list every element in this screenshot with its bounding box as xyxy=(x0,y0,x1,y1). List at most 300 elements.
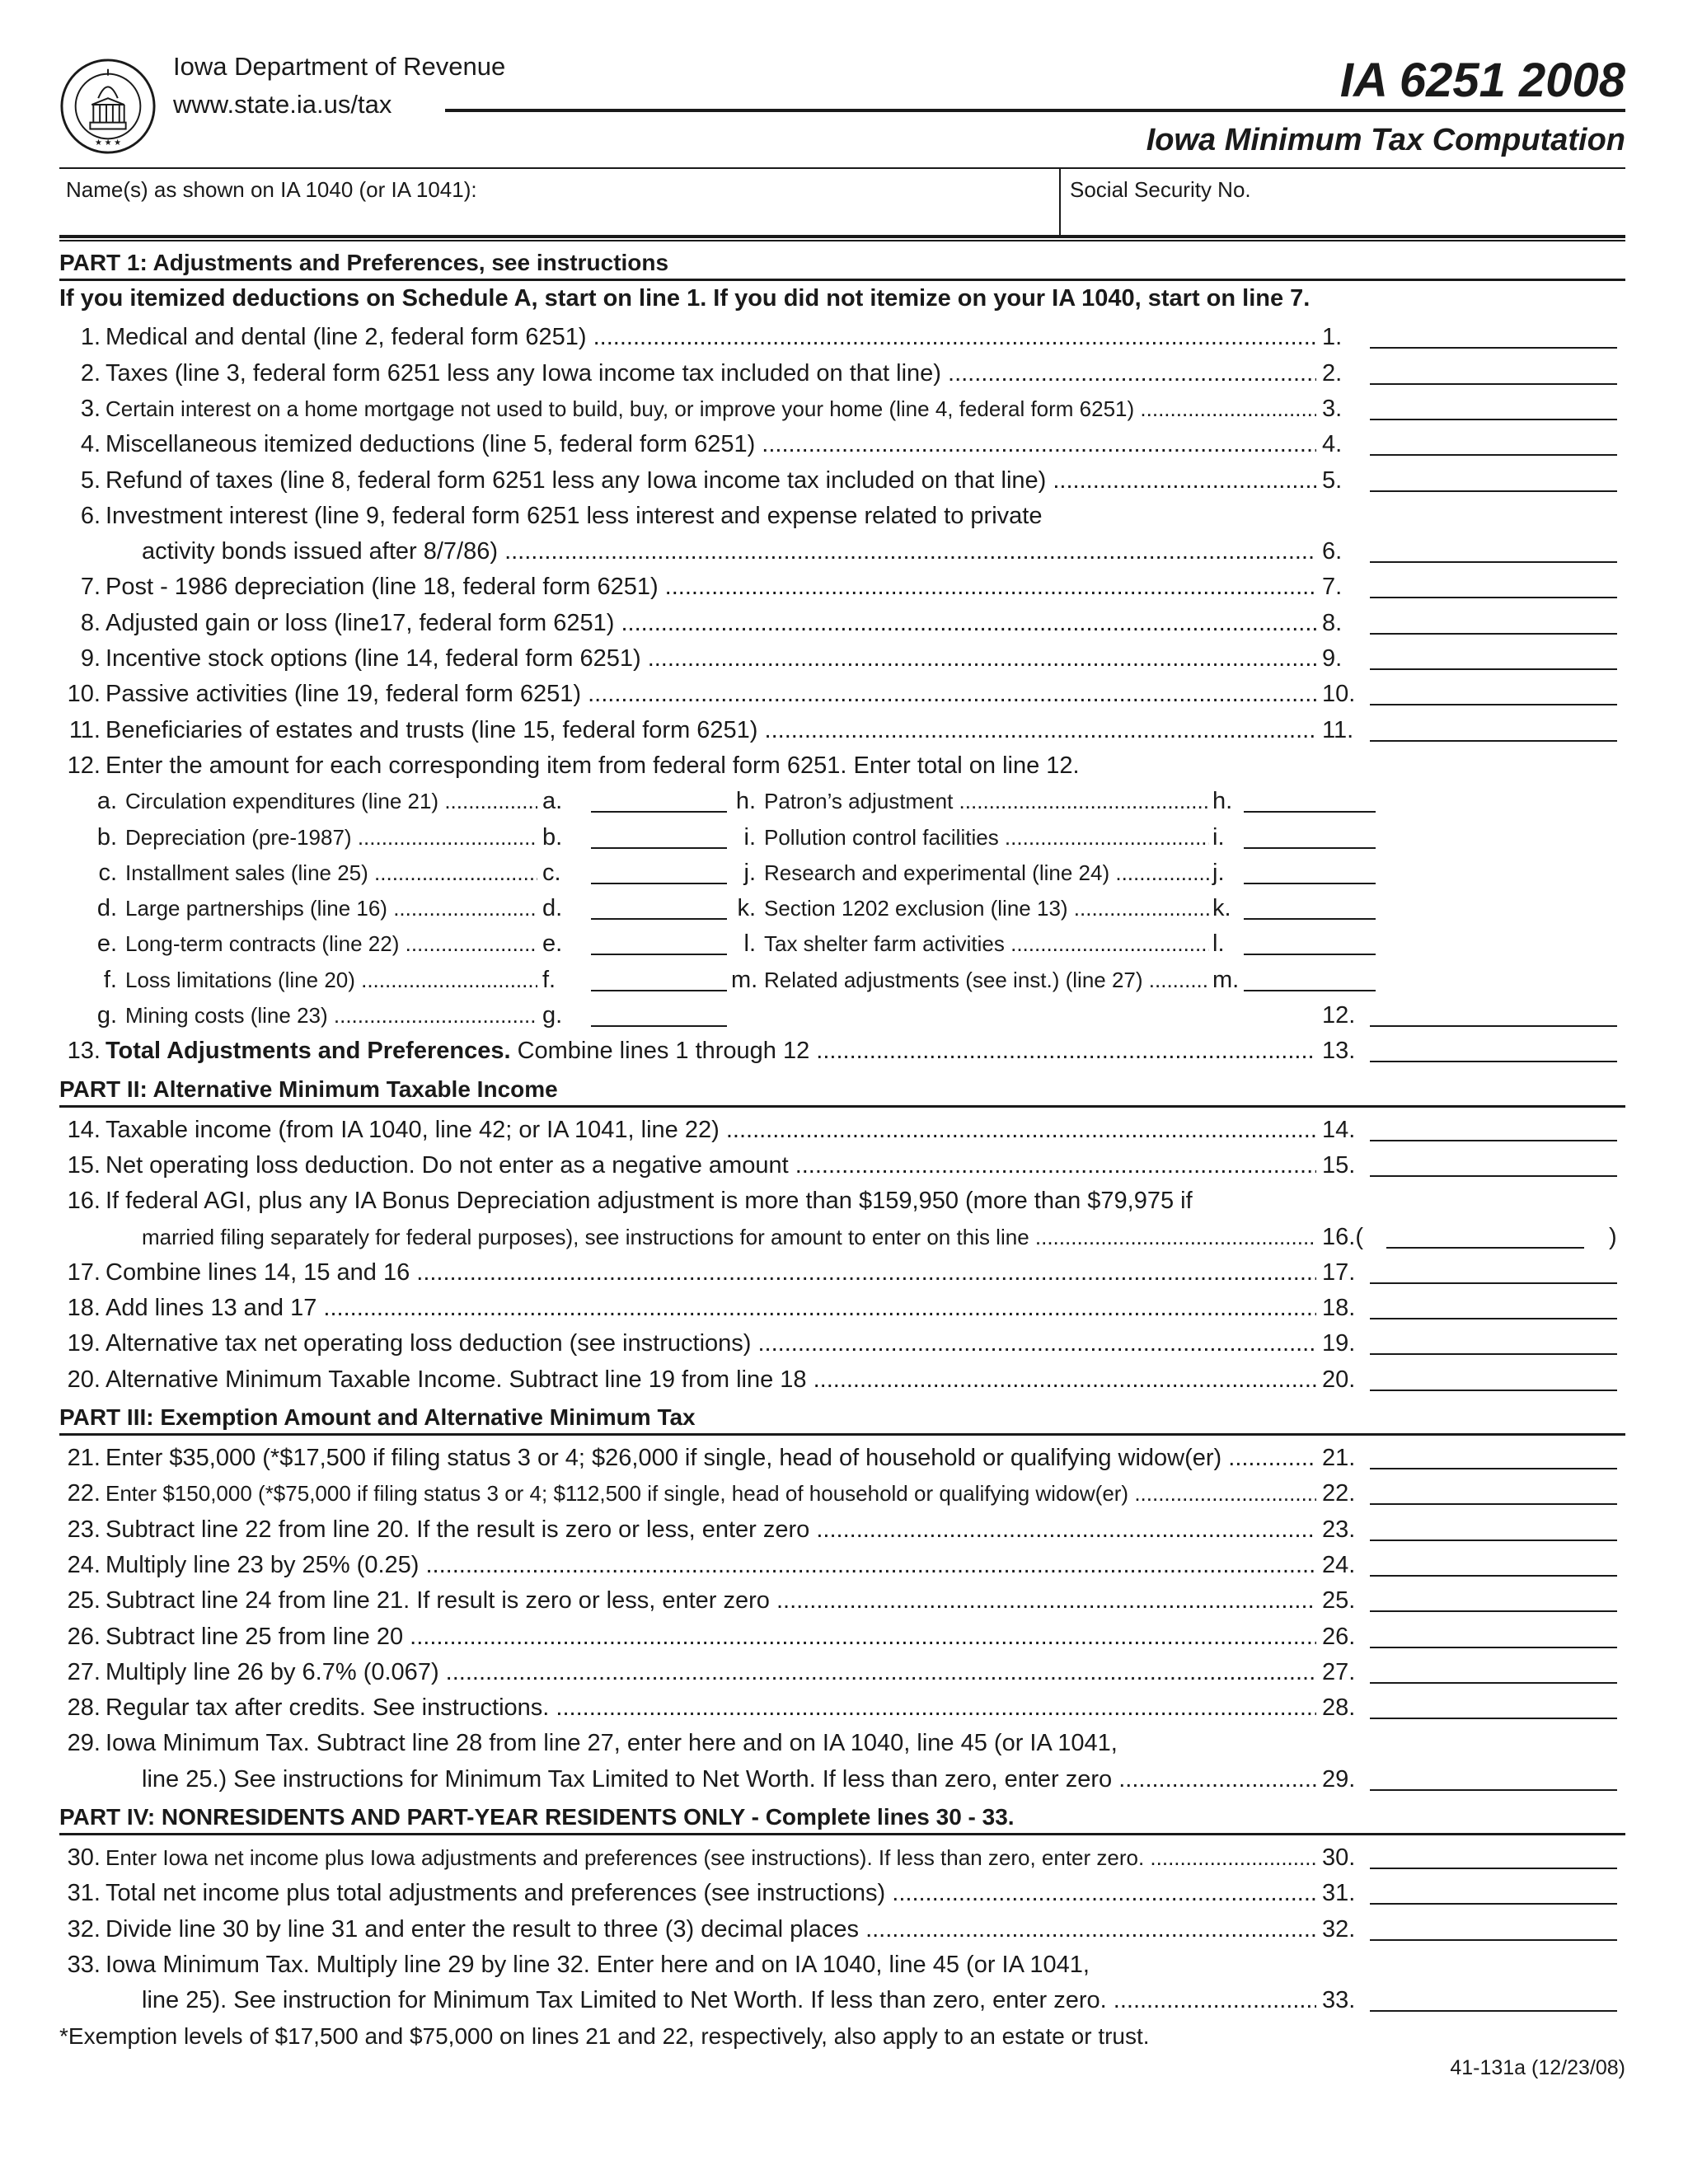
form-header xyxy=(59,49,1625,169)
line-label: 13. xyxy=(1322,1038,1356,1065)
line-text xyxy=(142,533,1316,569)
item-text xyxy=(764,819,1213,855)
line12-item-right xyxy=(731,819,1390,855)
line-text xyxy=(106,1840,1316,1876)
item-label: b. xyxy=(537,819,575,855)
form-page xyxy=(59,49,1625,2079)
amount-field[interactable] xyxy=(1370,668,1617,670)
amount-field[interactable] xyxy=(1244,954,1376,955)
line-label: 14. xyxy=(1322,1116,1356,1143)
line12-item-left xyxy=(92,890,727,926)
name-field[interactable]: Name(s) as shown on IA 1040 (or IA 1041): xyxy=(66,177,477,202)
amount-field[interactable] xyxy=(1244,918,1376,920)
line-number: 4. xyxy=(80,431,101,458)
line-label: 8. xyxy=(1322,609,1343,636)
part1-instruction: If you itemized deductions on Schedule A, start on line 1. If you did not itemize on your IA 1040, start on line 7. xyxy=(59,285,1311,312)
line-text-content: Subtract line 22 from line 20. If the result is zero or less, enter zero xyxy=(106,1516,810,1543)
line-text xyxy=(106,1619,1316,1655)
line-label: 4. xyxy=(1322,431,1343,458)
amount-field[interactable] xyxy=(1370,1540,1617,1541)
item-letter: l. xyxy=(743,930,756,958)
item-label: j. xyxy=(1209,855,1237,891)
amount-field[interactable] xyxy=(1370,1140,1617,1141)
item-label: m. xyxy=(1209,962,1237,998)
amount-field[interactable] xyxy=(1370,1468,1617,1469)
amount-field[interactable] xyxy=(1244,990,1376,991)
line-text xyxy=(106,1911,1316,1947)
line-text-content: Subtract line 25 from line 20 xyxy=(106,1623,404,1650)
line-text-content: line 25). See instruction for Minimum Tax Limited to Net Worth. If less than zero, enter zero. xyxy=(142,1987,1107,2014)
part1-line xyxy=(59,533,1625,569)
line-text xyxy=(106,1183,1625,1219)
line-label: 21. xyxy=(1322,1445,1356,1471)
line12-item-left xyxy=(92,962,727,998)
amount-field[interactable] xyxy=(1370,1682,1617,1684)
line-text xyxy=(106,1875,1316,1911)
line12-item-right xyxy=(731,926,1390,962)
item-text-content: Loss limitations (line 20) xyxy=(125,967,355,992)
part3-line xyxy=(59,1654,1625,1690)
line-number: 12. xyxy=(67,752,101,779)
amount-field[interactable] xyxy=(1244,811,1376,813)
item-letter: b. xyxy=(96,823,117,851)
line-number: 14. xyxy=(67,1116,101,1143)
item-letter: i. xyxy=(743,823,756,851)
amount-field[interactable] xyxy=(1370,1061,1617,1062)
line-label: 1. xyxy=(1322,324,1343,351)
item-letter: j. xyxy=(743,859,756,886)
amount-field[interactable] xyxy=(1370,597,1617,598)
line-text-content: Enter $35,000 (*$17,500 if filing status 3 or 4; $26,000 if single, head of household or qualifying widow(er) xyxy=(106,1445,1222,1471)
line-label: 17. xyxy=(1322,1258,1356,1286)
paren-close: ) xyxy=(1609,1223,1617,1250)
line-text-content: Divide line 30 by line 31 and enter the result to three (3) decimal places xyxy=(106,1915,860,1943)
line-text-content: Multiply line 23 by 25% (0.25) xyxy=(106,1551,420,1578)
line-text-content: Add lines 13 and 17 xyxy=(106,1295,317,1322)
amount-field[interactable] xyxy=(1370,1175,1617,1177)
line-text xyxy=(106,391,1316,427)
part2-line xyxy=(59,1290,1625,1326)
line12-item-right xyxy=(731,890,1390,926)
item-text-content: Large partnerships (line 16) xyxy=(125,896,387,921)
item-label: a. xyxy=(537,783,575,819)
line-number: 27. xyxy=(67,1658,101,1685)
line-label: 9. xyxy=(1322,645,1343,672)
item-letter: d. xyxy=(96,895,117,922)
line-number: 28. xyxy=(67,1694,101,1722)
taxpayer-info-box xyxy=(59,167,1625,238)
line12-total xyxy=(59,997,1625,1033)
line-label: 3. xyxy=(1322,395,1343,422)
line12-item-right xyxy=(731,962,1390,998)
amount-field[interactable] xyxy=(1370,454,1617,456)
part2-line xyxy=(59,1147,1625,1183)
line-text xyxy=(106,1254,1316,1291)
amount-field[interactable] xyxy=(1370,561,1617,563)
part1-line xyxy=(59,676,1625,712)
item-text-content: Research and experimental (line 24) xyxy=(764,860,1110,885)
item-label: i. xyxy=(1209,819,1237,855)
item-letter: f. xyxy=(103,966,117,993)
part3-line xyxy=(59,1725,1625,1761)
amount-field[interactable] xyxy=(1370,490,1617,492)
line-text xyxy=(106,1033,1316,1069)
item-text xyxy=(764,855,1213,891)
item-label: f. xyxy=(537,962,575,998)
amount-field[interactable] xyxy=(1370,1718,1617,1719)
part3-heading: PART III: Exemption Amount and Alternative Minimum Tax xyxy=(59,1402,1625,1436)
line-number: 25. xyxy=(67,1587,101,1615)
line-text-content: Adjusted gain or loss (line17, federal form 6251) xyxy=(106,609,615,636)
amount-field[interactable] xyxy=(1370,419,1617,420)
amount-field[interactable] xyxy=(591,811,727,813)
part1-heading: PART 1: Adjustments and Preferences, see instructions xyxy=(59,247,1625,281)
line-text xyxy=(106,498,1625,534)
amount-field[interactable] xyxy=(1370,1939,1617,1941)
item-text xyxy=(764,783,1213,819)
line-label: 12. xyxy=(1322,1002,1356,1029)
item-letter: g. xyxy=(96,1002,117,1029)
line-number: 8. xyxy=(80,609,101,636)
line-text xyxy=(106,462,1316,499)
part3-line xyxy=(59,1761,1625,1797)
line-number: 3. xyxy=(80,395,101,422)
line-text xyxy=(106,1361,1316,1398)
item-label: c. xyxy=(537,855,575,891)
department-name: Iowa Department of Revenue xyxy=(173,52,506,81)
line-text-content: line 25.) See instructions for Minimum Tax Limited to Net Worth. If less than zero, enter zero xyxy=(142,1765,1113,1793)
line-label: 26. xyxy=(1322,1623,1356,1650)
line12-item-left xyxy=(92,783,727,819)
item-letter: m. xyxy=(731,966,758,993)
line-label: 30. xyxy=(1322,1844,1356,1871)
item-text xyxy=(125,855,574,891)
exemption-footnote: *Exemption levels of $17,500 and $75,000 on lines 21 and 22, respectively, also apply to an estate or trust. xyxy=(59,2022,1150,2049)
item-label: l. xyxy=(1209,926,1237,962)
line-text-content: Regular tax after credits. See instructions. xyxy=(106,1694,550,1722)
line-text xyxy=(106,1290,1316,1326)
line-number: 6. xyxy=(80,502,101,529)
line-label: 20. xyxy=(1322,1366,1356,1393)
line-number: 31. xyxy=(67,1880,101,1907)
line-number: 33. xyxy=(67,1951,101,1978)
ssn-field[interactable]: Social Security No. xyxy=(1070,177,1251,202)
part1-line xyxy=(59,498,1625,534)
item-text xyxy=(764,926,1213,962)
line-text-content: Medical and dental (line 2, federal form 6251) xyxy=(106,324,587,351)
line-text-content: married filing separately for federal purposes), see instructions for amount to enter on this line xyxy=(142,1224,1029,1249)
amount-field[interactable] xyxy=(1370,1390,1617,1391)
item-text xyxy=(125,926,574,962)
line-text-content: Taxes (line 3, federal form 6251 less any Iowa income tax included on that line) xyxy=(106,359,941,387)
line-text-content: Multiply line 26 by 6.7% (0.067) xyxy=(106,1658,439,1685)
line-label: 2. xyxy=(1322,359,1343,387)
amount-field[interactable] xyxy=(1244,883,1376,884)
amount-field[interactable] xyxy=(591,847,727,849)
line-text xyxy=(142,1982,1316,2018)
line-text-content: Iowa Minimum Tax. Multiply line 29 by line 32. Enter here and on IA 1040, line 45 (or IA 1041, xyxy=(106,1951,1090,1978)
line-text xyxy=(106,1725,1625,1761)
line-label: 5. xyxy=(1322,466,1343,494)
state-seal-icon xyxy=(59,58,157,155)
line-text xyxy=(106,676,1316,712)
amount-field[interactable] xyxy=(1370,1282,1617,1284)
line-number: 5. xyxy=(80,466,101,494)
part2-heading: PART II: Alternative Minimum Taxable Income xyxy=(59,1074,1625,1108)
line-text xyxy=(106,1475,1316,1511)
amount-field[interactable] xyxy=(1370,1903,1617,1905)
line12-item-left xyxy=(92,819,727,855)
line-number: 30. xyxy=(67,1844,101,1871)
line-text xyxy=(106,748,1625,784)
part1-line xyxy=(59,426,1625,462)
line-number: 16. xyxy=(67,1188,101,1215)
amount-field[interactable] xyxy=(1370,2010,1617,2012)
line-text-content: Alternative Minimum Taxable Income. Subtract line 19 from line 18 xyxy=(106,1366,807,1393)
amount-field[interactable] xyxy=(1370,740,1617,742)
item-label: d. xyxy=(537,890,575,926)
line-number: 13. xyxy=(67,1038,101,1065)
part1-line13 xyxy=(59,1033,1625,1069)
amount-field[interactable] xyxy=(1370,1789,1617,1791)
form-code: 41-131a (12/23/08) xyxy=(1450,2055,1625,2079)
line-number: 32. xyxy=(67,1915,101,1943)
line12-item-right xyxy=(731,783,1390,819)
line-text-content: Investment interest (line 9, federal form 6251 less interest and expense related to private xyxy=(106,502,1043,529)
amount-field[interactable] xyxy=(1370,1025,1617,1027)
item-text xyxy=(125,890,574,926)
amount-field[interactable] xyxy=(1370,1868,1617,1869)
line-text-content: Miscellaneous itemized deductions (line 5, federal form 6251) xyxy=(106,431,756,458)
line12-item-right xyxy=(731,855,1390,891)
line-text-content: Taxable income (from IA 1040, line 42; or IA 1041, line 22) xyxy=(106,1116,720,1143)
line-number: 24. xyxy=(67,1551,101,1578)
part3-line xyxy=(59,1511,1625,1548)
part2-line xyxy=(59,1254,1625,1291)
line-text xyxy=(106,1654,1316,1690)
line-number: 22. xyxy=(67,1480,101,1507)
item-letter: k. xyxy=(737,895,756,922)
item-text-content: Tax shelter farm activities xyxy=(764,931,1005,957)
part4-heading: PART IV: NONRESIDENTS AND PART-YEAR RESIDENTS ONLY - Complete lines 30 - 33. xyxy=(59,1802,1625,1835)
line-text xyxy=(106,605,1316,641)
line-label: 16.( xyxy=(1322,1223,1363,1250)
part3-line xyxy=(59,1690,1625,1726)
line-text-content: Certain interest on a home mortgage not used to build, buy, or improve your home (line 4, federal form 6251) xyxy=(106,396,1135,421)
line12-item-left xyxy=(92,855,727,891)
line-number: 21. xyxy=(67,1445,101,1471)
amount-field[interactable] xyxy=(1370,633,1617,635)
part4-line xyxy=(59,1875,1625,1911)
amount-field[interactable] xyxy=(1370,704,1617,705)
line-number: 1. xyxy=(80,324,101,351)
line-text xyxy=(106,1582,1316,1619)
line-text xyxy=(106,712,1316,748)
line-text-content: activity bonds issued after 8/7/86) xyxy=(142,538,499,565)
part4-line xyxy=(59,1840,1625,1876)
line-text-content: Enter $150,000 (*$75,000 if filing status 3 or 4; $112,500 if single, head of household or qualifying widow(er) xyxy=(106,1481,1129,1507)
line-label: 22. xyxy=(1322,1480,1356,1507)
line-text-content: Iowa Minimum Tax. Subtract line 28 from line 27, enter here and on IA 1040, line 45 (or IA 1041, xyxy=(106,1730,1118,1757)
amount-field[interactable] xyxy=(1370,1503,1617,1505)
item-label: h. xyxy=(1209,783,1237,819)
item-letter: a. xyxy=(96,788,117,815)
line-number: 20. xyxy=(67,1366,101,1393)
item-label: g. xyxy=(537,997,575,1033)
line-number: 18. xyxy=(67,1295,101,1322)
line-text xyxy=(106,319,1316,355)
line-text-content: Enter Iowa net income plus Iowa adjustments and preferences (see instructions). If less than zero, enter zero. xyxy=(106,1845,1145,1870)
line-text xyxy=(106,1440,1316,1476)
amount-field[interactable] xyxy=(1370,1318,1617,1319)
line-text-content: Post - 1986 depreciation (line 18, federal form 6251) xyxy=(106,574,659,601)
line-number: 15. xyxy=(67,1151,101,1179)
amount-field[interactable] xyxy=(591,954,727,955)
line-text-content: Enter the amount for each corresponding item from federal form 6251. Enter total on line 12. xyxy=(106,752,1080,779)
line-text xyxy=(106,1547,1316,1583)
line-number: 7. xyxy=(80,574,101,601)
form-number: IA 6251 2008 xyxy=(1339,54,1625,107)
part4-line xyxy=(59,1947,1625,1983)
line-text-content: Combine lines 14, 15 and 16 xyxy=(106,1258,410,1286)
amount-field[interactable] xyxy=(1370,383,1617,385)
part2-line xyxy=(59,1183,1625,1219)
amount-field[interactable] xyxy=(1386,1247,1584,1249)
line-text xyxy=(106,1112,1316,1148)
line-text xyxy=(106,1511,1316,1548)
line-text xyxy=(106,569,1316,605)
line-text-content: Total Adjustments and Preferences. Combine lines 1 through 12 xyxy=(106,1038,810,1065)
line-label: 15. xyxy=(1322,1151,1356,1179)
item-text-content: Mining costs (line 23) xyxy=(125,1003,328,1028)
part1-line xyxy=(59,748,1625,784)
part4-line xyxy=(59,1982,1625,2018)
item-text-content: Patron’s adjustment xyxy=(764,789,954,814)
part2-line xyxy=(59,1361,1625,1398)
line-number: 9. xyxy=(80,645,101,672)
item-text-content: Circulation expenditures (line 21) xyxy=(125,789,439,814)
line-label: 7. xyxy=(1322,574,1343,601)
part4-line xyxy=(59,1911,1625,1947)
line-text-bold: Total Adjustments and Preferences. xyxy=(106,1038,511,1065)
part3-line xyxy=(59,1619,1625,1655)
line-label: 25. xyxy=(1322,1587,1356,1615)
line-text-content: Alternative tax net operating loss deduction (see instructions) xyxy=(106,1330,752,1357)
line-text xyxy=(106,1325,1316,1361)
line-text-content: Total net income plus total adjustments and preferences (see instructions) xyxy=(106,1880,886,1907)
amount-field[interactable] xyxy=(1370,1353,1617,1355)
line-label: 33. xyxy=(1322,1987,1356,2014)
part1-line xyxy=(59,640,1625,677)
line-text xyxy=(106,1690,1316,1726)
item-letter: e. xyxy=(96,930,117,958)
part2-line xyxy=(59,1112,1625,1148)
line-text-content: Passive activities (line 19, federal form 6251) xyxy=(106,681,582,708)
line-number: 17. xyxy=(67,1258,101,1286)
line-text xyxy=(142,1761,1316,1797)
header-rule xyxy=(445,109,1625,112)
line-label: 24. xyxy=(1322,1551,1356,1578)
part3-line xyxy=(59,1547,1625,1583)
line-number: 26. xyxy=(67,1623,101,1650)
item-text xyxy=(764,962,1213,998)
line-number: 11. xyxy=(68,716,101,743)
part1-line xyxy=(59,569,1625,605)
line-number: 19. xyxy=(67,1330,101,1357)
line-text xyxy=(106,426,1316,462)
amount-field[interactable] xyxy=(1244,847,1376,849)
line-text-content: Subtract line 24 from line 21. If result is zero or less, enter zero xyxy=(106,1587,770,1615)
line-label: 29. xyxy=(1322,1765,1356,1793)
svg-text:★ ★ ★: ★ ★ ★ xyxy=(95,138,121,148)
line-label: 6. xyxy=(1322,538,1343,565)
line-label: 11. xyxy=(1322,716,1354,743)
item-text xyxy=(125,819,574,855)
line-label: 18. xyxy=(1322,1295,1356,1322)
line-text xyxy=(106,1947,1625,1983)
line-label: 28. xyxy=(1322,1694,1356,1722)
part2-line xyxy=(59,1219,1625,1255)
item-text-content: Installment sales (line 25) xyxy=(125,860,368,885)
part3-line xyxy=(59,1475,1625,1511)
line-text xyxy=(106,640,1316,677)
part1-line xyxy=(59,391,1625,427)
line-text xyxy=(106,355,1316,391)
double-rule xyxy=(59,240,1625,241)
line-number: 10. xyxy=(67,681,101,708)
item-letter: c. xyxy=(98,859,117,886)
amount-field[interactable] xyxy=(591,990,727,991)
part3-line xyxy=(59,1440,1625,1476)
part1-line xyxy=(59,319,1625,355)
field-divider xyxy=(1059,169,1061,235)
department-website[interactable]: www.state.ia.us/tax xyxy=(173,90,392,119)
line-text xyxy=(142,1219,1316,1255)
line-text-content: Refund of taxes (line 8, federal form 6251 less any Iowa income tax included on that line) xyxy=(106,466,1047,494)
amount-field[interactable] xyxy=(1370,1647,1617,1648)
item-label: e. xyxy=(537,926,575,962)
item-text-content: Pollution control facilities xyxy=(764,824,999,850)
item-label: k. xyxy=(1209,890,1237,926)
amount-field[interactable] xyxy=(1370,347,1617,349)
line-number: 2. xyxy=(80,359,101,387)
item-text xyxy=(764,890,1213,926)
line-label: 32. xyxy=(1322,1915,1356,1943)
amount-field[interactable] xyxy=(1370,1610,1617,1612)
amount-field[interactable] xyxy=(591,883,727,884)
item-text-content: Long-term contracts (line 22) xyxy=(125,931,400,957)
item-text xyxy=(125,962,574,998)
item-text xyxy=(125,783,574,819)
amount-field[interactable] xyxy=(1370,1575,1617,1577)
line-text xyxy=(106,1147,1316,1183)
line-text-content: Net operating loss deduction. Do not enter as a negative amount xyxy=(106,1151,789,1179)
line-text-content: Beneficiaries of estates and trusts (line 15, federal form 6251) xyxy=(106,716,758,743)
part1-line xyxy=(59,462,1625,499)
line-label: 19. xyxy=(1322,1330,1356,1357)
item-text-content: Related adjustments (see inst.) (line 27) xyxy=(764,967,1143,992)
amount-field[interactable] xyxy=(591,918,727,920)
item-text-content: Depreciation (pre-1987) xyxy=(125,824,352,850)
line-label: 31. xyxy=(1322,1880,1356,1907)
part1-line xyxy=(59,605,1625,641)
line12-item-left xyxy=(92,926,727,962)
part1-line xyxy=(59,712,1625,748)
line-number: 29. xyxy=(67,1730,101,1757)
line-label: 23. xyxy=(1322,1516,1356,1543)
line-label: 27. xyxy=(1322,1658,1356,1685)
form-title: Iowa Minimum Tax Computation xyxy=(1146,123,1625,157)
